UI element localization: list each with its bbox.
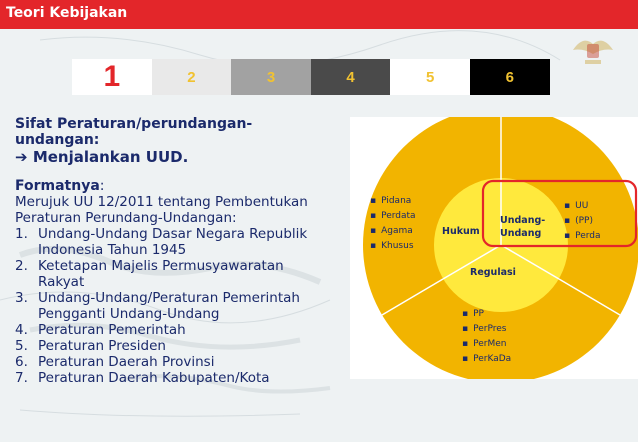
- svg-text:▪Agama: ▪ Agama: [370, 226, 413, 236]
- list-item-number: 7.: [15, 370, 28, 386]
- label-undang-undang-1: Undang-: [500, 215, 546, 226]
- garuda-emblem-icon: [563, 30, 623, 68]
- list-item: [15, 322, 345, 338]
- list-item-text: Undang-Undang Dasar Negara Republik: [38, 226, 308, 242]
- list-item-text-cont: Rakyat: [38, 274, 85, 290]
- list-item-number: 5.: [15, 338, 28, 354]
- svg-text:▪PerMen: ▪ PerMen: [462, 339, 507, 349]
- list-item-text-cont: Pengganti Undang-Undang: [38, 306, 220, 322]
- list-item: [15, 226, 345, 258]
- arrow-statement: [15, 149, 345, 165]
- tab-4[interactable]: 4: [311, 59, 391, 95]
- header-title: Teori Kebijakan: [6, 5, 128, 21]
- tab-1[interactable]: 1: [72, 59, 152, 95]
- heading-line-1: Sifat Peraturan/perundangan-: [15, 116, 253, 132]
- list-item-text: Peraturan Daerah Provinsi: [38, 354, 215, 370]
- svg-text:▪PP: ▪ PP: [462, 309, 484, 319]
- regulation-list: [15, 226, 345, 386]
- header-bar: [0, 0, 638, 29]
- heading-line-2: undangan:: [15, 132, 100, 148]
- list-item-number: 1.: [15, 226, 28, 242]
- list-item-number: 4.: [15, 322, 28, 338]
- list-item-text: Undang-Undang/Peraturan Pemerintah: [38, 290, 300, 306]
- format-label: Formatnya: [15, 178, 100, 194]
- svg-text:▪Perdata: ▪ Perdata: [370, 211, 416, 221]
- intro-line-1: Merujuk UU 12/2011 tentang Pembentukan: [15, 194, 308, 210]
- list-item-text: Peraturan Pemerintah: [38, 322, 186, 338]
- list-item-number: 2.: [15, 258, 28, 274]
- arrow-statement-text: Menjalankan UUD.: [32, 148, 189, 166]
- list-item-text: Peraturan Daerah Kabupaten/Kota: [38, 370, 270, 386]
- svg-text:▪PerKaDa: ▪ PerKaDa: [462, 354, 512, 364]
- list-item-text: Peraturan Presiden: [38, 338, 166, 354]
- tab-2[interactable]: 2: [152, 59, 232, 95]
- content-panel: [15, 116, 345, 386]
- tab-3[interactable]: 3: [231, 59, 311, 95]
- label-undang-undang-2: Undang: [500, 228, 542, 239]
- list-item: [15, 354, 345, 370]
- list-item-number: 3.: [15, 290, 28, 306]
- step-tabs: [72, 59, 550, 95]
- law-diagram: [350, 117, 638, 379]
- label-regulasi: Regulasi: [470, 267, 516, 278]
- format-label-line: [15, 178, 345, 194]
- list-item: [15, 338, 345, 354]
- svg-text:▪Khusus: ▪ Khusus: [370, 241, 414, 251]
- svg-text:▪Perda: ▪ Perda: [564, 231, 601, 241]
- intro-line-2: Peraturan Perundang-Undangan:: [15, 210, 237, 226]
- list-item: [15, 290, 345, 322]
- format-colon: :: [99, 178, 105, 194]
- svg-text:▪Pidana: ▪ Pidana: [370, 196, 412, 206]
- law-diagram-svg: [350, 117, 638, 379]
- label-hukum: Hukum: [442, 226, 480, 237]
- list-item: [15, 258, 345, 290]
- svg-text:▪PerPres: ▪ PerPres: [462, 324, 507, 334]
- list-item-text: Ketetapan Majelis Permusyawaratan: [38, 258, 284, 274]
- tab-5[interactable]: 5: [390, 59, 470, 95]
- list-item-number: 6.: [15, 354, 28, 370]
- list-item-text-cont: Indonesia Tahun 1945: [38, 242, 187, 258]
- list-item: [15, 370, 345, 386]
- svg-text:▪UU: ▪ UU: [564, 201, 589, 211]
- svg-text:▪(PP): ▪ (PP): [564, 216, 593, 226]
- tab-6[interactable]: 6: [470, 59, 550, 95]
- arrow-right-icon: ➔: [15, 148, 28, 166]
